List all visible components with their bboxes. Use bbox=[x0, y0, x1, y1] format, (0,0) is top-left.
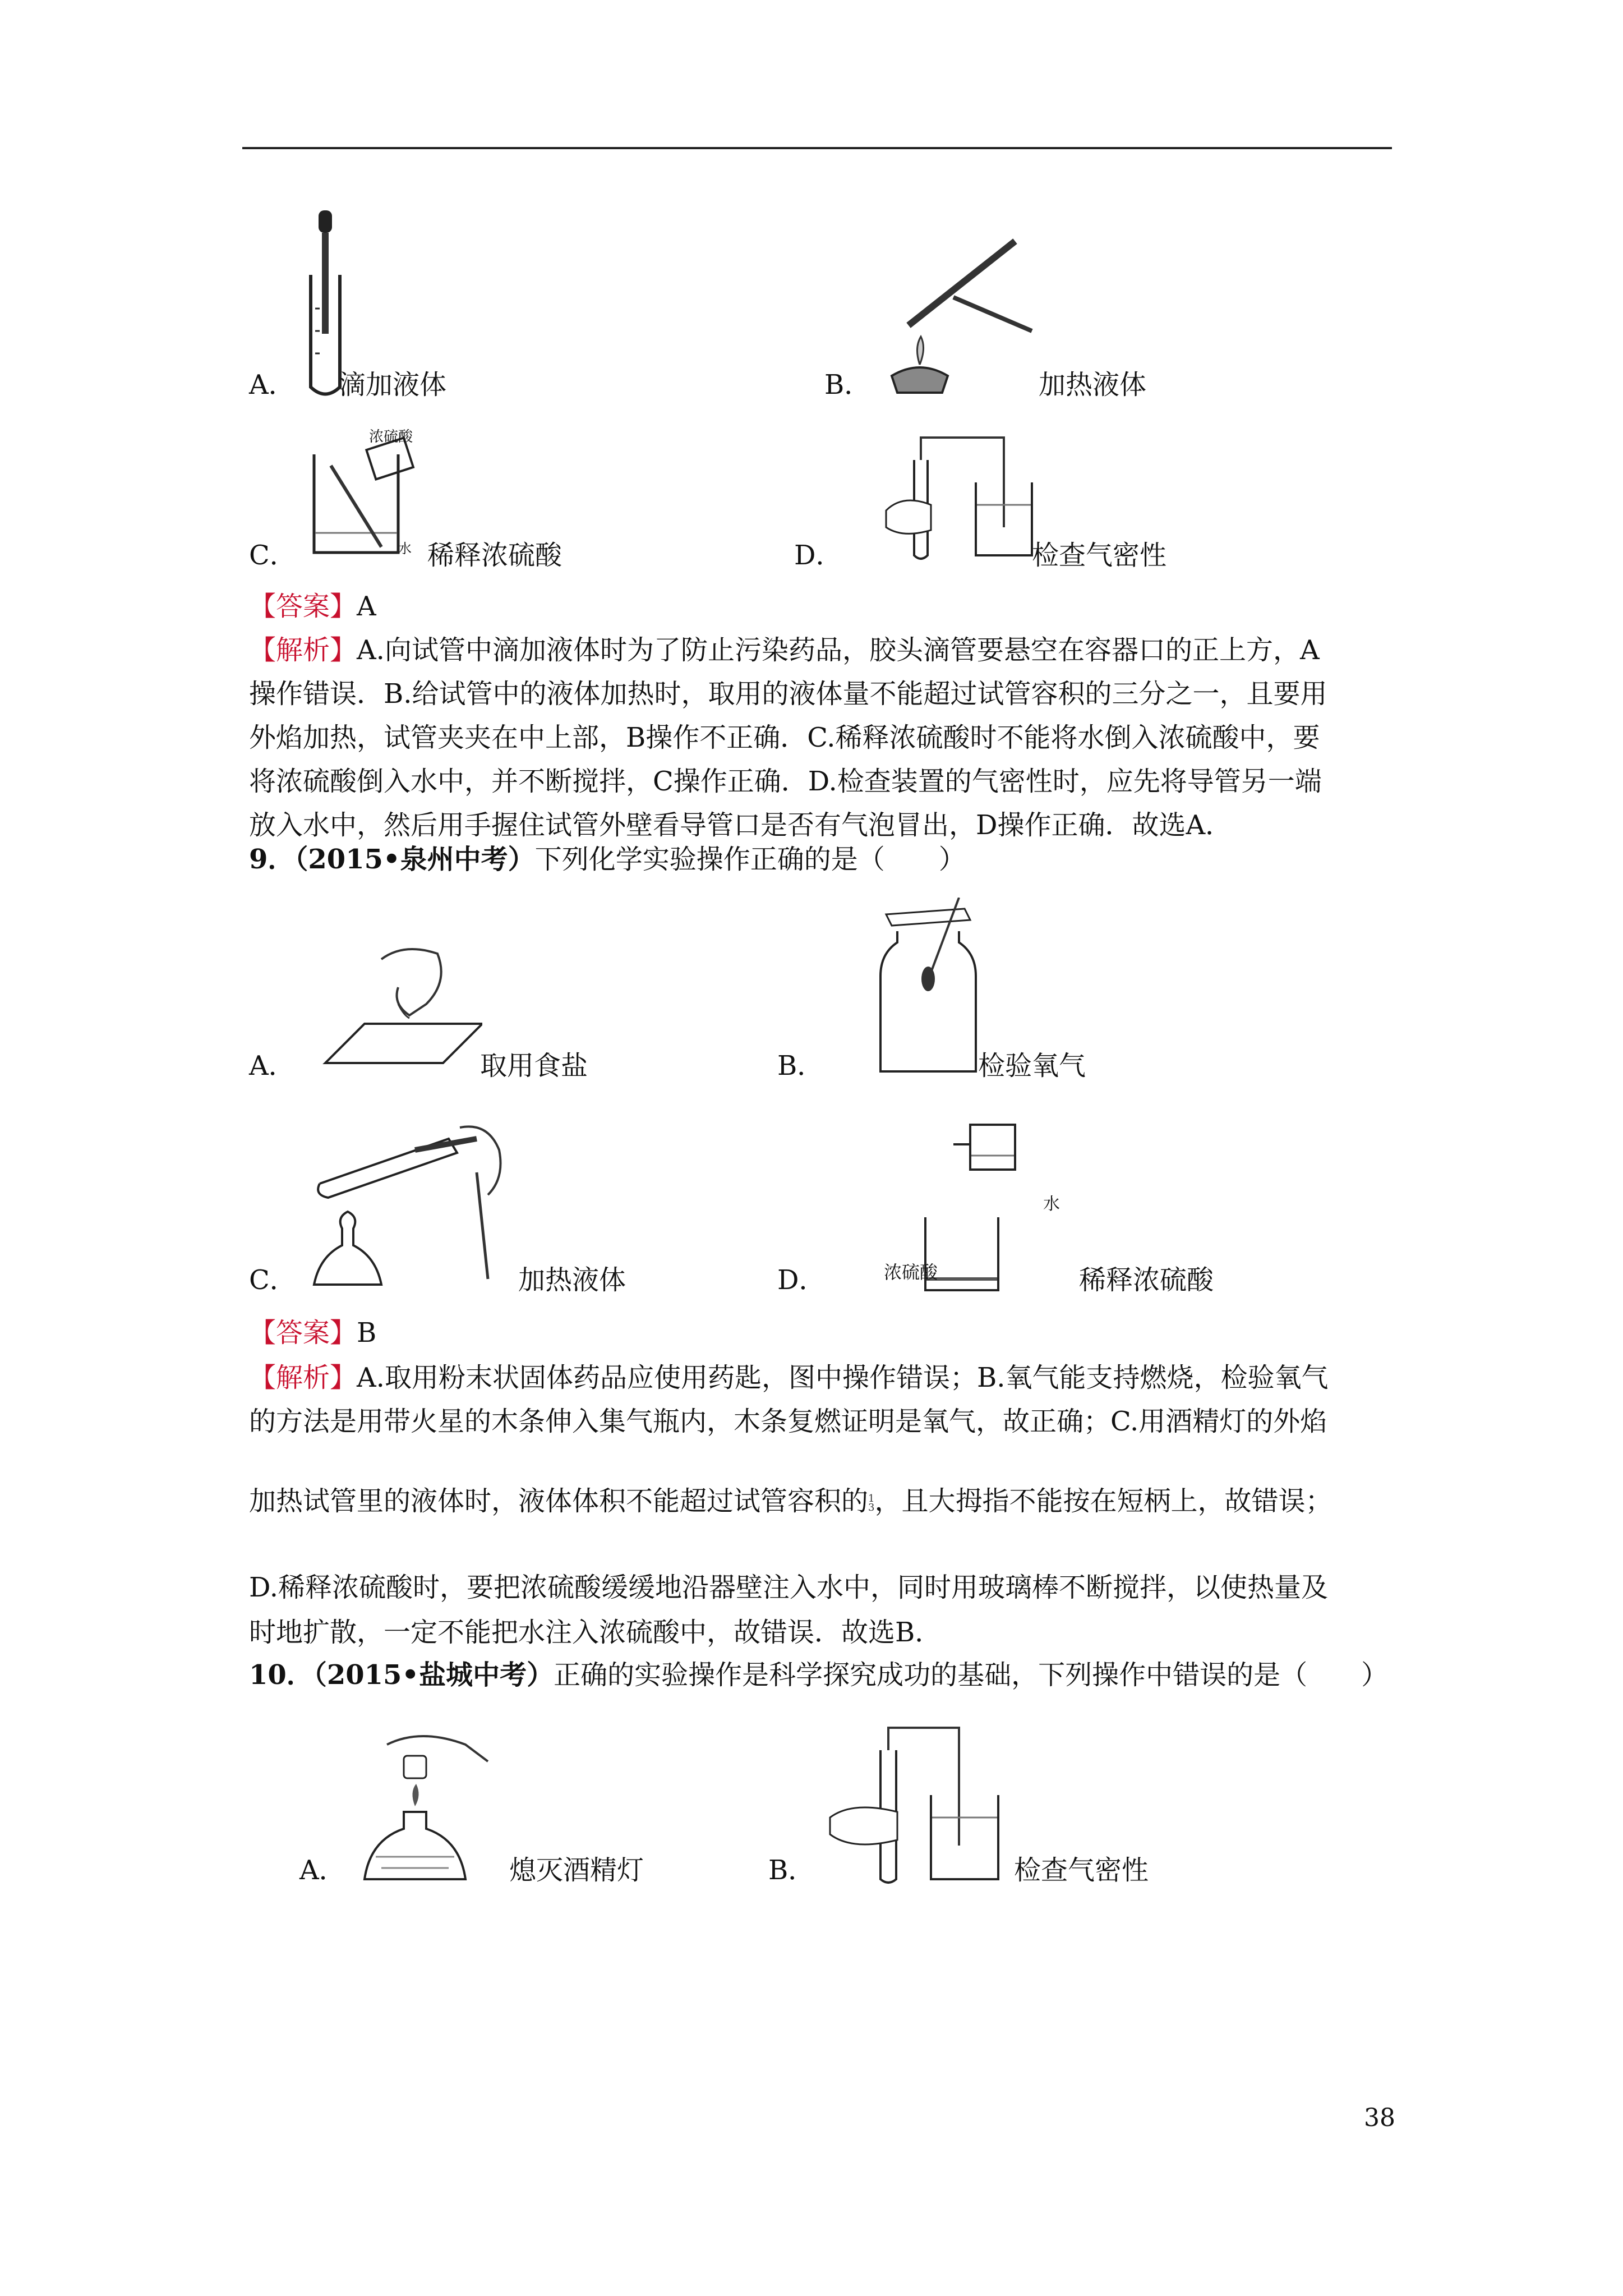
q8-analysis-line-5: 放入水中，然后用手握住试管外壁看导管口是否有气泡冒出，D操作正确．故选A． bbox=[249, 809, 1233, 841]
q8-analysis-line-3: 外焰加热，试管夹夹在中上部，B操作不正确．C.稀释浓硫酸时不能将水倒入浓硫酸中，要 bbox=[249, 722, 1320, 753]
heat-liquid-clamp-figure bbox=[308, 1116, 510, 1290]
q10-question: 正确的实验操作是科学探究成功的基础，下列操作中错误的是（ ） bbox=[554, 1659, 1389, 1691]
q9-analysis-line-3: 加热试管里的液体时，液体体积不能超过试管容积的1 3，且大拇指不能按在短柄上，故错误； bbox=[249, 1485, 1332, 1517]
q9-source: （2015•泉州中考） bbox=[294, 844, 535, 875]
q9-question: 下列化学实验操作正确的是（ ） bbox=[534, 844, 966, 875]
take-salt-figure bbox=[314, 920, 482, 1077]
answer-tag: 【答案】 bbox=[249, 591, 357, 622]
q9-analysis-line-5: 时地扩散，一定不能把水注入浓硫酸中，故错误．故选B． bbox=[249, 1617, 942, 1648]
q9-option-b-letter: B． bbox=[777, 1050, 824, 1082]
q8-analysis-line-4: 将浓硫酸倒入水中，并不断搅拌，C操作正确．D.检查装置的气密性时，应先将导管另一端 bbox=[249, 766, 1322, 797]
extinguish-lamp-figure bbox=[353, 1728, 499, 1885]
fig-c-water-label: 水 bbox=[398, 541, 412, 556]
q9-number: 9． bbox=[249, 844, 295, 875]
q9-option-d-letter: D． bbox=[777, 1264, 826, 1296]
header-rule bbox=[242, 147, 1392, 149]
q8-option-a-letter: A． bbox=[249, 369, 296, 401]
answer-value: A bbox=[357, 591, 376, 622]
heating-liquid-figure bbox=[875, 230, 1043, 398]
q10-option-b-letter: B． bbox=[768, 1855, 815, 1886]
q8-option-b-letter: B． bbox=[824, 369, 872, 401]
analysis-tag: 【解析】 bbox=[249, 634, 357, 666]
answer-tag: 【答案】 bbox=[249, 1317, 357, 1349]
q9-option-a-letter: A． bbox=[249, 1050, 296, 1082]
q9-option-b-label: 检验氧气 bbox=[978, 1050, 1086, 1082]
q9-option-a-label: 取用食盐 bbox=[480, 1050, 588, 1082]
q8-option-a-label: 滴加液体 bbox=[339, 369, 447, 401]
page-number: 38 bbox=[1364, 2104, 1395, 2132]
q8-option-b-label: 加热液体 bbox=[1039, 369, 1147, 401]
q10-option-a-letter: A． bbox=[299, 1855, 346, 1886]
answer-value: B bbox=[357, 1317, 377, 1349]
q9-analysis-line-4: D.稀释浓硫酸时，要把浓硫酸缓缓地沿器壁注入水中，同时用玻璃棒不断搅拌，以使热量及 bbox=[249, 1572, 1329, 1603]
q8-option-d-letter: D． bbox=[794, 540, 843, 571]
q9-option-d-label: 稀释浓硫酸 bbox=[1079, 1264, 1214, 1296]
q10-source: （2015•盐城中考） bbox=[313, 1659, 554, 1691]
q9-analysis-line-1: 【解析】A.取用粉末状固体药品应使用药匙，图中操作错误；B.氧气能支持燃烧，检验氧气 bbox=[249, 1362, 1329, 1393]
q8-answer-line bbox=[249, 585, 1387, 628]
airtightness-figure-2 bbox=[819, 1717, 1004, 1885]
q9-option-c-letter: C． bbox=[249, 1264, 297, 1296]
q10-number: 10． bbox=[249, 1659, 313, 1691]
q9-stem bbox=[249, 846, 966, 873]
airtightness-figure bbox=[875, 426, 1038, 561]
q9-analysis-line-2: 的方法是用带火星的木条伸入集气瓶内，木条复燃证明是氧气，故正确；C.用酒精灯的外焰 bbox=[249, 1406, 1327, 1437]
q9-option-c-label: 加热液体 bbox=[518, 1264, 626, 1296]
test-oxygen-figure bbox=[875, 898, 987, 1077]
dilute-acid-figure bbox=[303, 426, 443, 561]
fig-d-water-label: 水 bbox=[1043, 1194, 1060, 1214]
q8-analysis-line-1: 【解析】A.向试管中滴加液体时为了防止污染药品，胶头滴管要悬空在容器口的正上方，A bbox=[249, 634, 1320, 666]
q9-answer-line bbox=[249, 1317, 377, 1349]
q8-answer-analysis bbox=[249, 585, 1387, 847]
fig-d-acid-label: 浓硫酸 bbox=[884, 1262, 938, 1283]
q8-option-d-label: 检查气密性 bbox=[1032, 540, 1167, 571]
q10-stem bbox=[249, 1659, 1389, 1691]
q8-analysis-line-2: 操作错误．B.给试管中的液体加热时，取用的液体量不能超过试管容积的三分之一，且要用 bbox=[249, 678, 1327, 710]
q8-option-c-label: 稀释浓硫酸 bbox=[427, 540, 562, 571]
q8-option-c-letter: C． bbox=[249, 540, 297, 571]
q10-option-b-label: 检查气密性 bbox=[1014, 1855, 1149, 1886]
analysis-tag: 【解析】 bbox=[249, 1362, 357, 1393]
one-third-fraction: 1 3 bbox=[868, 1492, 875, 1513]
fig-c-acid-label: 浓硫酸 bbox=[369, 429, 413, 445]
q10-option-a-label: 熄灭酒精灯 bbox=[509, 1855, 644, 1886]
